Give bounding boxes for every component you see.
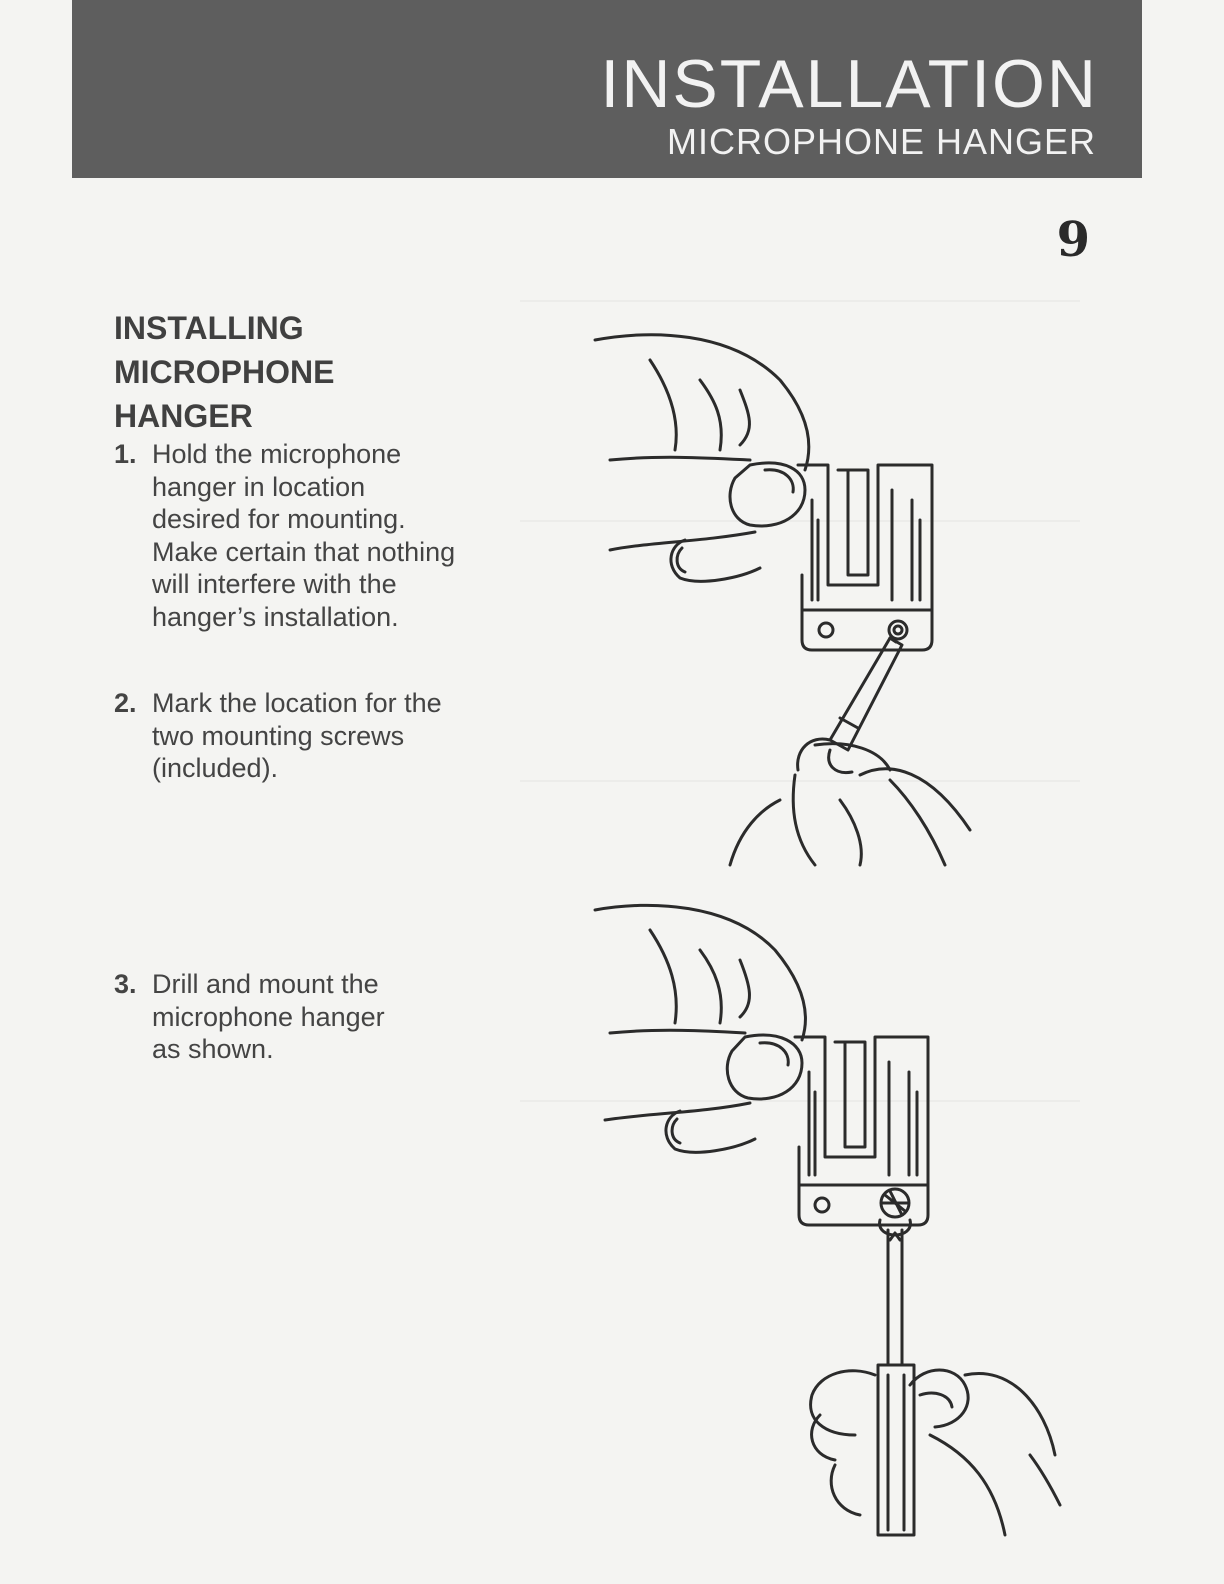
step-number: 1. xyxy=(114,439,137,469)
page-number: 9 xyxy=(1056,212,1090,268)
step-text: Hold the microphone hanger in location desired for mounting. Make certain that nothing will interfere with the hanger’s installation. xyxy=(152,439,456,632)
section-heading: INSTALLING MICROPHONE HANGER xyxy=(114,310,335,434)
hand-marking-hanger-with-pencil-icon xyxy=(590,320,1020,880)
hand-screwing-hanger-with-screwdriver-icon xyxy=(590,895,1080,1545)
header-title: INSTALLATION xyxy=(600,46,1098,122)
step-text: Mark the location for the two mounting screws (included). xyxy=(152,688,442,783)
step-number: 2. xyxy=(114,688,137,718)
step-2 xyxy=(114,687,504,785)
step-3 xyxy=(114,968,504,1066)
bleed-through-line xyxy=(520,300,1080,302)
step-number: 3. xyxy=(114,969,137,999)
header-band xyxy=(72,0,1142,178)
header-subtitle: MICROPHONE HANGER xyxy=(666,121,1096,162)
step-1 xyxy=(114,438,504,633)
step-text: Drill and mount the microphone hanger as shown. xyxy=(152,969,385,1064)
